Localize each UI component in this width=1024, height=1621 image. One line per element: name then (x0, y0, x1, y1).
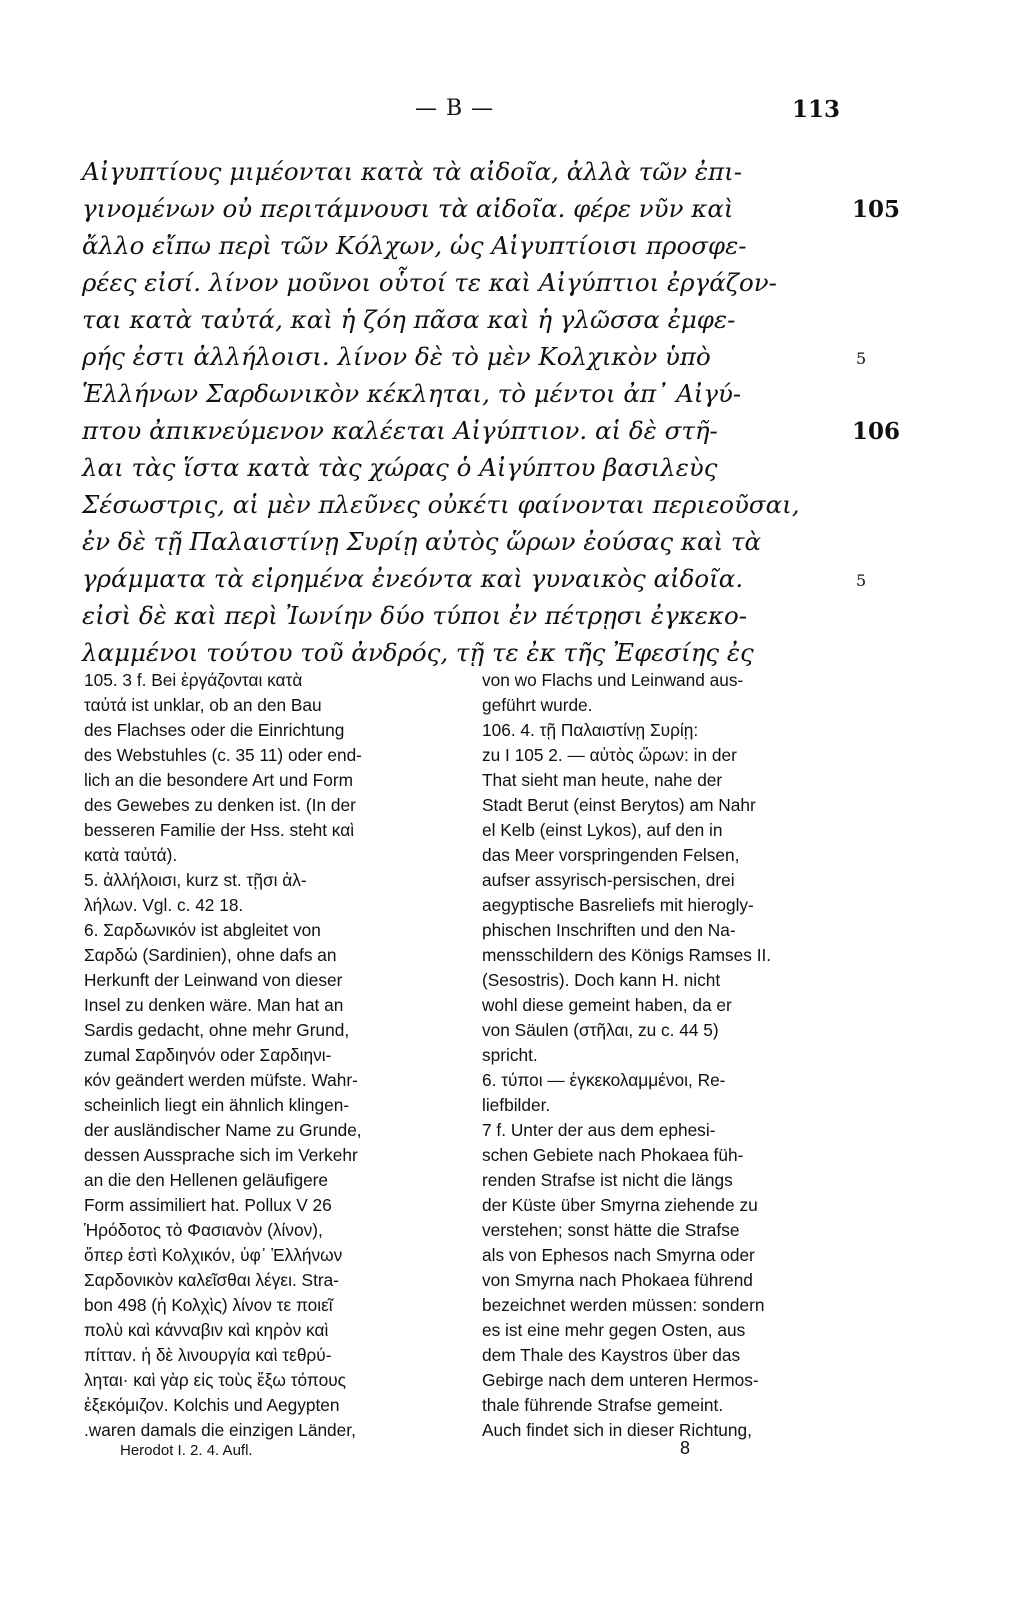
note-line: Ἡρόδοτος τὸ Φασιανὸν (λίνον), (84, 1220, 323, 1240)
note-line: κατὰ ταὐτά). (84, 845, 178, 865)
note-line: mensschildern des Königs Ramses II. (482, 945, 772, 965)
notes-left-column (84, 668, 454, 1443)
note-line: Sardis gedacht, ohne mehr Grund, (84, 1020, 350, 1040)
note-line: aegyptische Basreliefs mit hierogly- (482, 895, 754, 915)
note-line: el Kelb (einst Lykos), auf den in (482, 820, 723, 840)
note-line: Stadt Berut (einst Berytos) am Nahr (482, 795, 756, 815)
note-line: von Säulen (στῆλαι, zu c. 44 5) (482, 1020, 719, 1040)
note-line: von wo Flachs und Leinwand aus- (482, 670, 744, 690)
note-line: πολὺ καὶ κάνναβιν καὶ κηρὸν καὶ (84, 1320, 329, 1340)
note-line: 6. Σαρδωνικόν ist abgleitet von (84, 920, 321, 940)
note-line: schen Gebiete nach Phokaea füh- (482, 1145, 744, 1165)
note-line: 7 f. Unter der aus dem ephesi- (482, 1120, 716, 1140)
note-line: geführt wurde. (482, 695, 593, 715)
note-line: Insel zu denken wäre. Man hat an (84, 995, 344, 1015)
chapter-number-106: 106 (852, 418, 901, 445)
note-line: ταὐτά ist unklar, ob an den Bau (84, 695, 322, 715)
note-line: Σαρδονικὸν καλεῖσθαι λέγει. Stra- (84, 1270, 339, 1290)
note-line: bon 498 (ἡ Κολχὶς) λίνον τε ποιεῖ (84, 1295, 333, 1315)
note-line: 6. τύποι — ἐγκεκολαμμένοι, Re- (482, 1070, 726, 1090)
note-line: wohl diese gemeint haben, da er (482, 995, 732, 1015)
note-line: λήλων. Vgl. c. 42 18. (84, 895, 244, 915)
greek-line: ρής ἐστι ἀλλήλοισι. λίνον δὲ τὸ μὲν Κολχικὸν ὑπὸ (82, 342, 711, 371)
line-number-5: 5 (856, 571, 867, 590)
greek-line: Ἑλλήνων Σαρδωνικὸν κέκληται, τὸ μέντοι ἀπ᾿ Αἰγύ- (82, 379, 742, 408)
line-number-5: 5 (856, 349, 867, 368)
note-line: liefbilder. (482, 1095, 551, 1115)
greek-line: ρέες εἰσί. λίνον μοῦνοι οὗτοί τε καὶ Αἰγύπτιοι ἐργάζον- (82, 268, 777, 297)
greek-line: γράμματα τὰ εἰρημένα ἐνεόντα καὶ γυναικὸς αἰδοῖα. (82, 564, 744, 593)
greek-line: πτου ἀπικνεύμενον καλέεται Αἰγύπτιον. αἱ δὲ στῆ- (82, 416, 718, 445)
note-line: thale führende Strafse gemeint. (482, 1395, 724, 1415)
note-line: Σαρδώ (Sardinien), ohne dafs an (84, 945, 337, 965)
note-line: zu I 105 2. — αὐτὸς ὥρων: in der (482, 745, 737, 765)
greek-line: ἄλλο εἴπω περὶ τῶν Κόλχων, ὡς Αἰγυπτίοισι προσφε- (82, 231, 747, 260)
note-line: des Webstuhles (c. 35 11) oder end- (84, 745, 362, 765)
note-line: aufser assyrisch-persischen, drei (482, 870, 735, 890)
note-line: der Küste über Smyrna ziehende zu (482, 1195, 758, 1215)
note-line: Herkunft der Leinwand von dieser (84, 970, 343, 990)
note-line: κόν geändert werden müfste. Wahr- (84, 1070, 358, 1090)
greek-line: γινομένων οὐ περιτάμνουσι τὰ αἰδοῖα. φέρε νῦν καὶ (82, 194, 734, 223)
note-line: lich an die besondere Art und Form (84, 770, 353, 790)
note-line: That sieht man heute, nahe der (482, 770, 723, 790)
note-line: πίτταν. ἡ δὲ λινουργία καὶ τεθρύ- (84, 1345, 332, 1365)
note-line: des Flachses oder die Einrichtung (84, 720, 345, 740)
note-line: ἐξεκόμιζον. Kolchis und Aegypten (84, 1395, 340, 1415)
note-line: an die den Hellenen geläufigere (84, 1170, 329, 1190)
note-line: als von Ephesos nach Smyrna oder (482, 1245, 755, 1265)
note-line: Gebirge nach dem unteren Hermos- (482, 1370, 759, 1390)
note-line: 5. ἀλλήλοισι, kurz st. τῇσι ἀλ- (84, 870, 307, 890)
note-line: 105. 3 f. Bei ἐργάζονται κατὰ (84, 670, 303, 690)
note-line: besseren Familie der Hss. steht καὶ (84, 820, 355, 840)
note-line: 106. 4. τῇ Παλαιστίνῃ Συρίῃ: (482, 720, 699, 740)
greek-line: λαμμένοι τούτου τοῦ ἀνδρός, τῇ τε ἐκ τῆς Ἐφεσίης ἐς (82, 638, 754, 667)
note-line: verstehen; sonst hätte die Strafse (482, 1220, 740, 1240)
note-line: (Sesostris). Doch kann H. nicht (482, 970, 721, 990)
note-line: bezeichnet werden müssen: sondern (482, 1295, 765, 1315)
greek-line: λαι τὰς ἵστα κατὰ τὰς χώρας ὁ Αἰγύπτου βασιλεὺς (82, 453, 718, 482)
note-line: .waren damals die einzigen Länder, (84, 1420, 356, 1440)
greek-line: εἰσὶ δὲ καὶ περὶ Ἰωνίην δύο τύποι ἐν πέτρῃσι ἐγκεκο- (82, 601, 748, 630)
note-line: renden Strafse ist nicht die längs (482, 1170, 733, 1190)
greek-line: Σέσωστρις, αἱ μὲν πλεῦνες οὐκέτι φαίνονται περιεοῦσαι, (82, 490, 800, 519)
note-line: ὅπερ ἐστὶ Κολχικόν, ὑφ᾿ Ἑλλήνων (84, 1245, 343, 1265)
notes-right-column (482, 668, 850, 1443)
note-line: des Gewebes zu denken ist. (In der (84, 795, 356, 815)
note-line: das Meer vorspringenden Felsen, (482, 845, 740, 865)
note-line: von Smyrna nach Phokaea führend (482, 1270, 753, 1290)
note-line: dessen Aussprache sich im Verkehr (84, 1145, 358, 1165)
footer-signature: Herodot I. 2. 4. Aufl. (120, 1442, 253, 1459)
note-line: phischen Inschriften und den Na- (482, 920, 736, 940)
note-line: es ist eine mehr gegen Osten, aus (482, 1320, 746, 1340)
greek-line: ἐν δὲ τῇ Παλαιστίνῃ Συρίῃ αὐτὸς ὥρων ἐούσας καὶ τὰ (82, 527, 762, 556)
page-number: 113 (792, 96, 841, 123)
note-line: scheinlich liegt ein ähnlich klingen- (84, 1095, 350, 1115)
note-line: Form assimiliert hat. Pollux V 26 (84, 1195, 332, 1215)
note-line: zumal Σαρδιηνόν oder Σαρδιηνι- (84, 1045, 332, 1065)
greek-line: Αἰγυπτίους μιμέονται κατὰ τὰ αἰδοῖα, ἀλλὰ τῶν ἐπι- (82, 157, 743, 186)
note-line: Auch findet sich in dieser Richtung, (482, 1420, 752, 1440)
note-line: ληται· καὶ γὰρ εἰς τοὺς ἔξω τόπους (84, 1370, 346, 1390)
chapter-number-105: 105 (852, 196, 901, 223)
greek-line: ται κατὰ ταὐτά, καὶ ἡ ζόη πᾶσα καὶ ἡ γλῶσσα ἐμφε- (82, 305, 736, 334)
sheet-number: 8 (680, 1438, 691, 1458)
note-line: spricht. (482, 1045, 538, 1065)
note-line: dem Thale des Kaystros über das (482, 1345, 741, 1365)
note-line: der ausländischer Name zu Grunde, (84, 1120, 362, 1140)
header-signature: — B — (415, 96, 495, 121)
